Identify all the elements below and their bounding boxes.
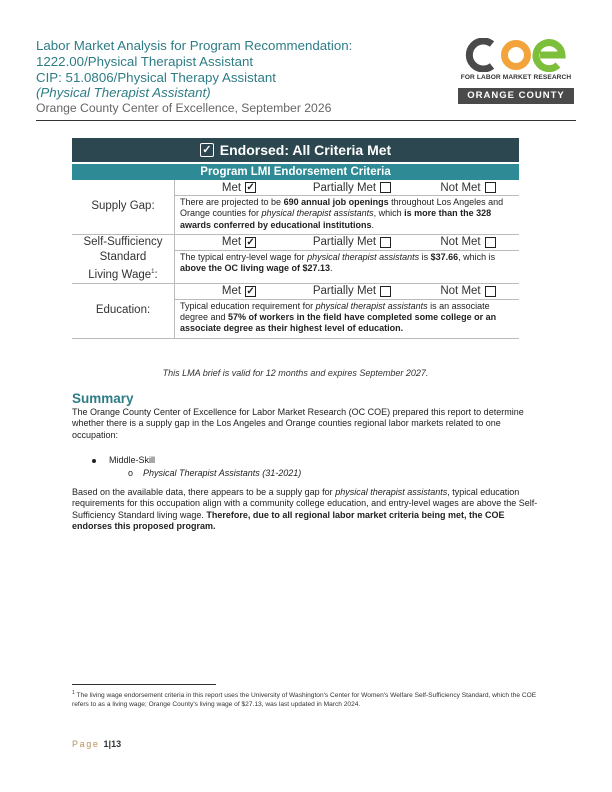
criteria-content xyxy=(174,235,519,283)
option-partially-met: Partially Met xyxy=(283,285,421,297)
bullet-icon xyxy=(92,459,96,463)
empty-box-icon xyxy=(485,286,496,297)
criteria-description: There are projected to be 690 annual job openings throughout Los Angeles and Orange counties for physical therapist assistants, which is more than the 328 awards conferred by educational institutions. xyxy=(180,197,504,230)
status-options xyxy=(175,180,519,196)
option-not-met: Not Met xyxy=(421,236,515,248)
status-options xyxy=(175,284,519,300)
empty-box-icon xyxy=(485,182,496,193)
footnote: $^1$ The living wage endorsement criteria in this report uses the University of Washington's Center for Women's Welfare Self-Sufficiency Standard, which the COE refers to as a living wage; Orange County's living wage of $27.13, was last updated in March 2024. xyxy=(72,690,537,708)
criteria-label: Self-Sufficiency Standard Living Wage$^1$: xyxy=(83,235,163,281)
criteria-description: Typical education requirement for physical therapist assistants is an associate degree and 57% of workers in the field have completed some college or an associate degree as their highest level of education. xyxy=(180,300,497,334)
footnote-divider xyxy=(72,684,216,685)
checked-box-icon: ✓ xyxy=(246,285,255,297)
endorsement-box xyxy=(72,138,519,339)
title-line-4: (Physical Therapist Assistant) xyxy=(36,85,211,101)
option-met: Met ✓ xyxy=(221,236,255,249)
footnote-mark: 1 xyxy=(151,268,155,275)
title-line-2: 1222.00/Physical Therapist Assistant xyxy=(36,53,254,69)
checked-box-icon: ✓ xyxy=(246,182,255,193)
title-line-3: CIP: 51.0806/Physical Therapy Assistant xyxy=(36,69,276,85)
summary-paragraph-2: Based on the available data, there appears to be a supply gap for physical therapist assistants, typical education requirements for this occupation align with a community college education, and entry-level wages are above the Self-Sufficiency Standard living wage. Therefore, due to all regional labor market criteria being met, the COE endorses this proposed program. xyxy=(72,487,538,532)
logo-region-bar: ORANGE COUNTY xyxy=(458,88,574,104)
validity-note: This LMA brief is valid for 12 months and expires September 2027. xyxy=(162,368,429,378)
empty-box-icon xyxy=(485,237,496,248)
list-item: Middle-Skill xyxy=(92,455,155,465)
criteria-label: Education: xyxy=(95,304,151,317)
header-divider xyxy=(36,120,576,121)
title-org-date: Orange County Center of Excellence, September 2026 xyxy=(36,101,332,116)
document-title-block xyxy=(36,38,436,117)
option-not-met: Not Met xyxy=(421,285,515,297)
option-partially-met: Partially Met xyxy=(283,182,421,194)
summary-paragraph-1: The Orange County Center of Excellence for Labor Market Research (OC COE) prepared this report to determine whether there is a supply gap in the Los Angeles and Orange counties regional labor markets related to one occupation: xyxy=(72,407,524,440)
title-line-1: Labor Market Analysis for Program Recommendation: xyxy=(36,38,353,53)
empty-box-icon xyxy=(380,286,391,297)
option-met: Met ✓ xyxy=(221,285,255,298)
option-partially-met: Partially Met xyxy=(283,236,421,248)
criteria-content xyxy=(174,284,519,338)
coe-logo-icon xyxy=(458,38,574,72)
page-number: Page 1|13 xyxy=(72,739,122,749)
banner-title: Endorsed: All Criteria Met xyxy=(219,142,392,158)
summary-heading: Summary xyxy=(72,391,134,406)
criteria-label: Supply Gap: xyxy=(91,200,155,213)
sub-bullet-marker: o xyxy=(128,468,134,478)
endorsement-banner xyxy=(72,138,519,162)
sub-list-item: o Physical Therapist Assistants (31-2021) xyxy=(128,468,302,478)
logo-letter-e xyxy=(536,43,562,69)
option-met: Met ✓ xyxy=(221,181,255,194)
empty-box-icon xyxy=(380,182,391,193)
criteria-description: The typical entry-level wage for physical therapist assistants is $37.66, which is above the OC living wage of $27.13. xyxy=(180,251,496,274)
criteria-content xyxy=(174,180,519,234)
logo-subtitle: FOR LABOR MARKET RESEARCH xyxy=(460,74,572,81)
status-options xyxy=(175,235,519,251)
checked-box-icon: ✓ xyxy=(246,236,255,248)
criteria-row-education xyxy=(72,284,519,339)
logo-letter-c xyxy=(469,41,492,69)
option-not-met: Not Met xyxy=(421,182,515,194)
empty-box-icon xyxy=(380,237,391,248)
logo-letter-o xyxy=(505,44,528,67)
criteria-row-supply-gap xyxy=(72,180,519,235)
criteria-header: Program LMI Endorsement Criteria xyxy=(72,164,519,180)
criteria-row-living-wage xyxy=(72,235,519,284)
checkbox-checked-icon: ✓ xyxy=(200,143,214,157)
